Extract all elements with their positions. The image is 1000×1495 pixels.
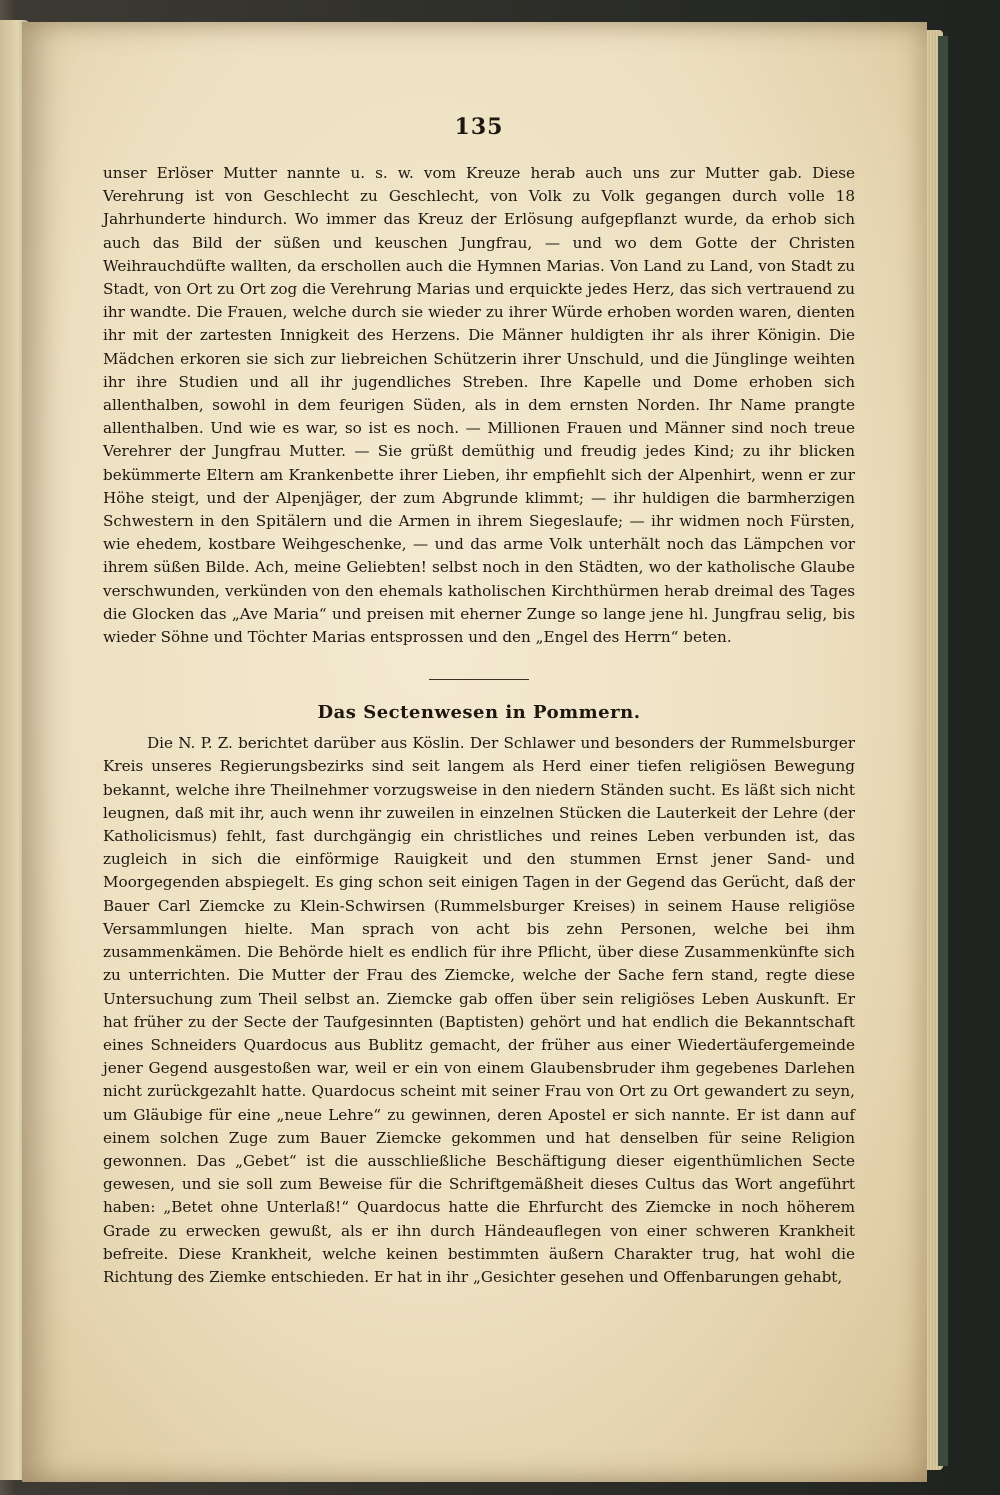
- section-divider: [429, 679, 529, 680]
- page-number: 135: [454, 114, 504, 140]
- paragraph-marian-veneration: unser Erlöser Mutter nannte u. s. w. vom Kreuze herab auch uns zur Mutter gab. Diese Verehrung ist von Geschlecht zu Geschlecht, von Volk zu Volk gegangen durch volle 18 Jahrhunderte hindurch. Wo immer das Kreuz der Erlösung aufgepflanzt wurde, da erhob sich auch das Bild der süßen und keuschen Jungfrau, — und wo dem Gotte der Christen Weihrauchdüfte wallten, da erschollen auch die Hymnen Marias. Von Land zu Land, von Stadt zu Stadt, von Ort zu Ort zog die Verehrung Marias und erquickte jedes Herz, das sich vertrauend zu ihr wandte. Die Frauen, welche durch sie wieder zu ihrer Würde erhoben worden waren, dienten ihr mit der zartesten Innigkeit des Herzens. Die Männer huldigten ihr als ihrer Königin. Die Mädchen erkoren sie sich zur liebreichen Schützerin ihrer Unschuld, und die Jünglinge weihten ihr ihre Studien und all ihr jugendliches Streben. Ihre Kapelle und Dome erhoben sich allenthalben, sowohl in dem feurigen Süden, als in dem ernsten Norden. Ihr Name prangte allenthalben. Und wie es war, so ist es noch. — Millionen Frauen und Männer sind noch treue Verehrer der Jungfrau Mutter. — Sie grüßt demüthig und freudig jedes Kind; zu ihr blicken bekümmerte Eltern am Krankenbette ihrer Lieben, ihr empfiehlt sich der Alpenhirt, wenn er zur Höhe steigt, und der Alpenjäger, der zum Abgrunde klimmt; — ihr huldigen die barmherzigen Schwestern in den Spitälern und die Armen in ihrem Siegeslaufe; — ihr widmen noch Fürsten, wie ehedem, kostbare Weihgeschenke, — und das arme Volk unterhält noch das Lämpchen vor ihrem süßen Bilde. Ach, meine Geliebten! selbst noch in den Städten, wo der katholische Glaube verschwunden, verkünden von den ehemals katholischen Kirchthürmen herab dreimal des Tages die Glocken das „Ave Maria“ und preisen mit eherner Zunge so lange jene hl. Jungfrau selig, bis wieder Söhne und Töchter Marias entsprossen und den „Engel des Herrn“ beten.: [103, 164, 855, 647]
- article-heading: Das Sectenwesen in Pommern.: [317, 702, 641, 724]
- book-cover-edge: [938, 36, 948, 1466]
- page-text-block: [103, 110, 855, 1289]
- article-body: Die N. P. Z. berichtet darüber aus Köslin. Der Schlawer und besonders der Rummelsburger Kreis unseres Regierungsbezirks sind seit langem als Herd einer tiefen religiösen Bewegung bekannt, welche ihre Theilnehmer vorzugsweise in den niedern Ständen sucht. Es läßt sich nicht leugnen, daß mit ihr, auch wenn ihr zuweilen in einzelnen Stücken die Lauterkeit der Lehre (der Katholicismus) fehlt, fast durchgängig ein christliches und reines Leben verbunden ist, das zugleich in sich die einförmige Rauigkeit und den stummen Ernst jener Sand- und Moorgegenden abspiegelt. Es ging schon seit einigen Tagen in der Gegend das Gerücht, daß der Bauer Carl Ziemcke zu Klein-Schwirsen (Rummelsburger Kreises) in seinem Hause religiöse Versammlungen hielte. Man sprach von acht bis zehn Personen, welche bei ihm zusammenkämen. Die Behörde hielt es endlich für ihre Pflicht, über diese Zusammenkünfte sich zu unterrichten. Die Mutter der Frau des Ziemcke, welche der Sache fern stand, regte diese Untersuchung zum Theil selbst an. Ziemcke gab offen über sein religiöses Leben Auskunft. Er hat früher zu der Secte der Taufgesinnten (Baptisten) gehört und hat endlich die Bekanntschaft eines Schneiders Quardocus aus Bublitz gemacht, der früher aus einer Wiedertäufergemeinde jener Gegend ausgestoßen war, weil er ein von einem Glaubensbruder ihm gegebenes Darlehen nicht zurückgezahlt hatte. Quardocus scheint mit seiner Frau von Ort zu Ort gewandert zu seyn, um Gläubige für eine „neue Lehre“ zu gewinnen, deren Apostel er sich nannte. Er ist dann auf einem solchen Zuge zum Bauer Ziemcke gekommen und hat denselben für seine Religion gewonnen. Das „Gebet“ ist die ausschließliche Beschäftigung dieser eigenthümlichen Secte gewesen, und sie soll zum Beweise für die Schriftgemäßheit dieses Cultus das Wort angeführt haben: „Betet ohne Unterlaß!“ Quardocus hatte die Ehrfurcht des Ziemcke in noch höherem Grade zu erwecken gewußt, als er ihn durch Händeauflegen von einer schweren Krankheit befreite. Diese Krankheit, welche keinen bestimmten äußern Charakter trug, hat wohl die Richtung des Ziemke entschieden. Er hat in ihr „Gesichter gesehen und Offenbarungen gehabt,: [103, 734, 855, 1286]
